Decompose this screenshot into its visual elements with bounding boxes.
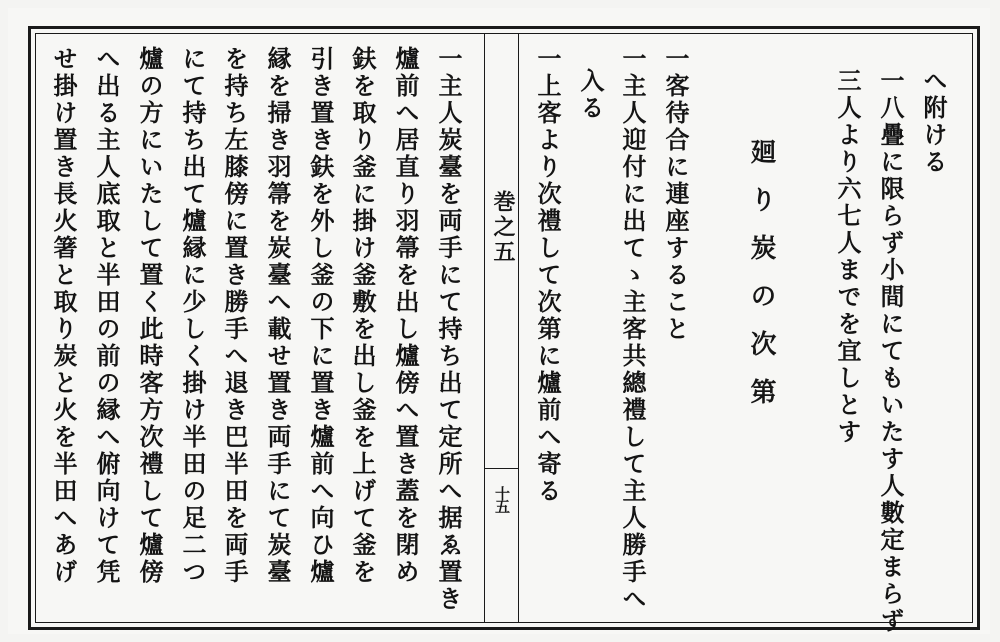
right-column-1: へ附ける xyxy=(919,68,948,176)
left-column-5: 縁を掃き羽箒を炭臺へ載せ置き両手にて炭臺 xyxy=(263,46,292,586)
left-column-10: せ掛け置き長火箸と取り炭と火を半田へあげ xyxy=(49,46,78,586)
gutter-line-left xyxy=(484,33,485,623)
right-column-2: 一八疊に限らず小間にてもいたす人數定まらず xyxy=(876,68,905,635)
left-column-1: 一主人炭臺を両手にて持ち出て定所へ据ゑ置き xyxy=(434,46,463,613)
left-column-8: 爐の方にいたして置く此時客方次禮して爐傍 xyxy=(135,46,164,586)
right-column-7: 一上客より次禮して次第に爐前へ寄る xyxy=(533,46,562,505)
chapter-label: 巻之五 xyxy=(490,190,516,265)
section-heading: 廻り炭の次第 xyxy=(746,138,776,426)
left-column-4: 引き置き鈇を外し釜の下に置き爐前へ向ひ爐 xyxy=(306,46,335,586)
right-column-5: 一主人迎付に出てゝ主客共總禮して主人勝手へ xyxy=(618,46,647,613)
left-column-9: へ出る主人底取と半田の前の縁へ俯向けて凭 xyxy=(92,46,121,586)
gutter-line-right xyxy=(518,33,519,623)
left-column-7: にて持ち出て爐縁に少しく掛け半田の足二つ xyxy=(178,46,207,586)
right-column-6: 入る xyxy=(576,68,605,122)
gutter-divider xyxy=(484,468,519,469)
right-column-3: 三人より六七人までを宜しとす xyxy=(833,68,862,446)
left-column-6: を持ち左膝傍に置き勝手へ退き巴半田を両手 xyxy=(220,46,249,586)
right-column-4: 一客待合に連座すること xyxy=(661,46,690,343)
left-column-2: 爐前へ居直り羽箒を出し爐傍へ置き蓋を閉め xyxy=(391,46,420,586)
book-spread xyxy=(8,8,990,634)
left-column-3: 鈇を取り釜に掛け釜敷を出し釜を上げて釜を xyxy=(348,46,377,586)
page-number: 十五 xyxy=(493,486,511,512)
